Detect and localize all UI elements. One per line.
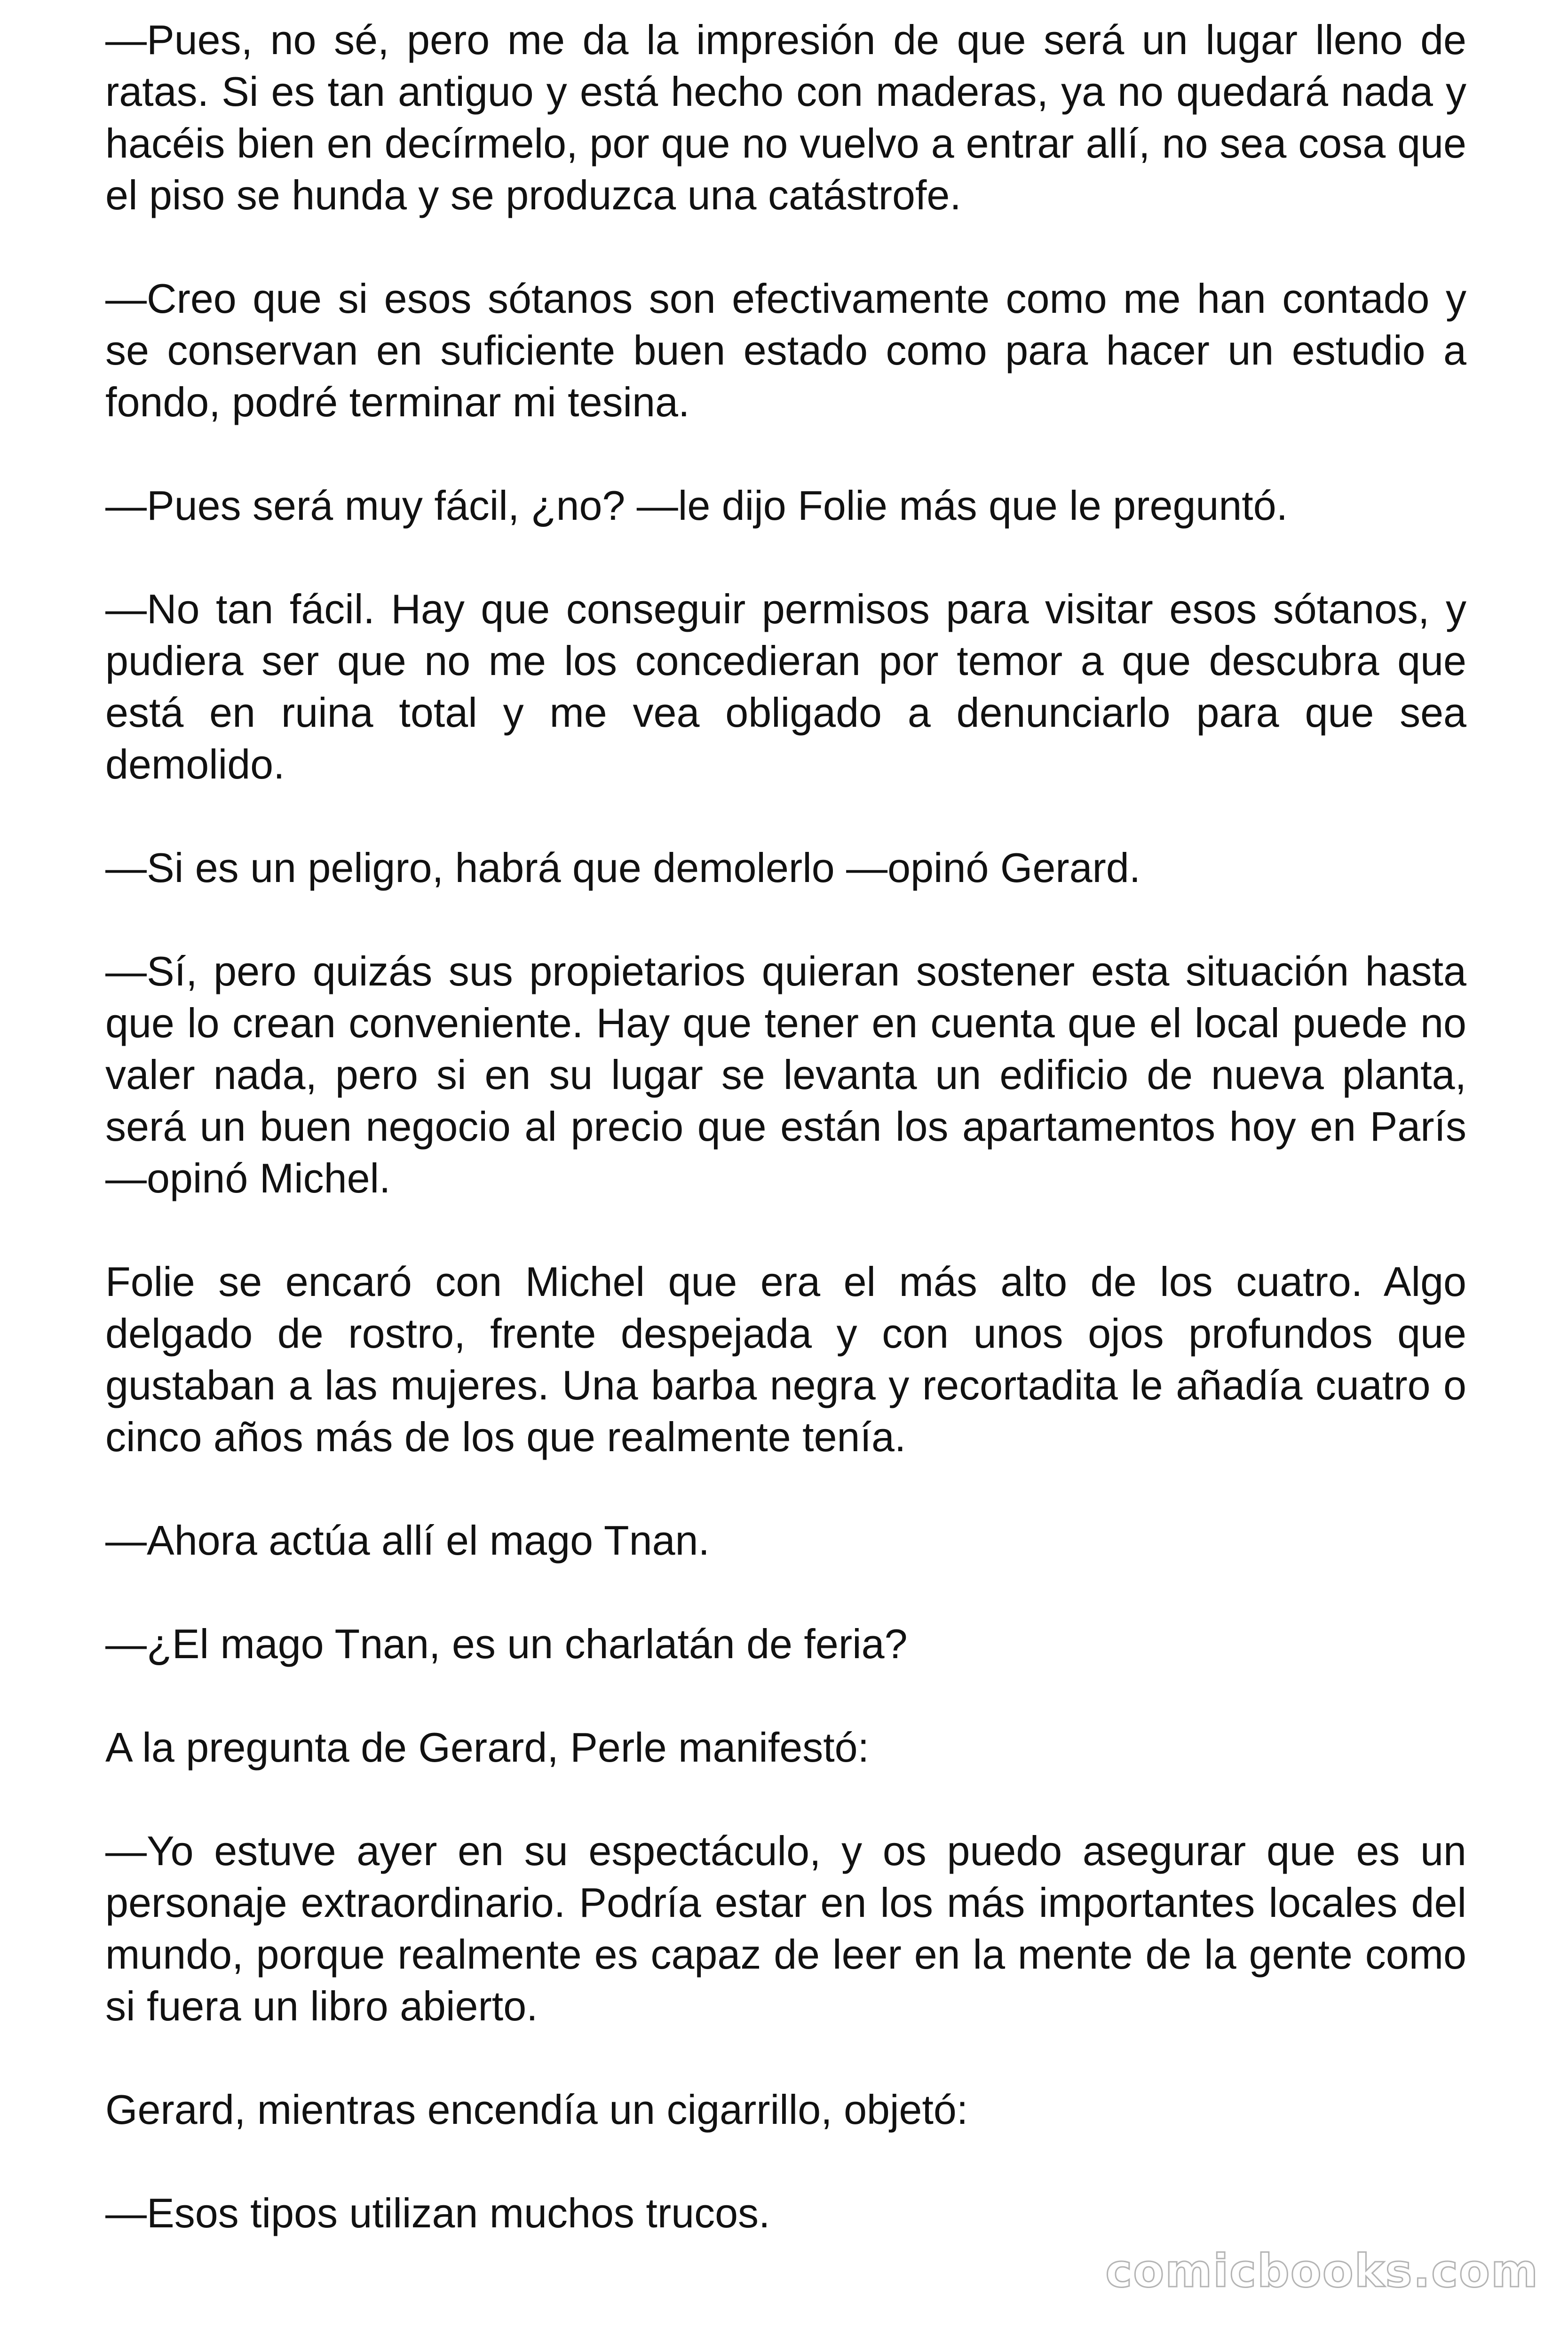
- paragraph-5: —Si es un peligro, habrá que demolerlo —opinó Gerard.: [105, 844, 1141, 891]
- paragraph-1: —Pues, no sé, pero me da la impresión de que será un lugar lleno de ratas. Si es tan antiguo y está hecho con maderas, ya no quedará nada y hacéis bien en decírmelo, por que no vuelvo a entrar allí, no sea cosa que el piso se hunda y se produzca una catástrofe.: [105, 16, 1466, 218]
- watermark: comicbooks.com: [1105, 2245, 1539, 2297]
- paragraph-13: —Esos tipos utilizan muchos trucos.: [105, 2190, 770, 2236]
- paragraph-10: A la pregunta de Gerard, Perle manifestó:: [105, 1724, 870, 1771]
- paragraph-6: —Sí, pero quizás sus propietarios quieran sostener esta situación hasta que lo crean conveniente. Hay que tener en cuenta que el local puede no valer nada, pero si en su lugar se levanta un edificio de nueva planta, será un buen negocio al precio que están los apartamentos hoy en París —opinó Michel.: [105, 948, 1466, 1201]
- paragraph-4: —No tan fácil. Hay que conseguir permisos para visitar esos sótanos, y pudiera ser que no me los concedieran por temor a que descubra que está en ruina total y me vea obligado a denunciarlo para que sea demolido.: [105, 586, 1466, 787]
- paragraph-11: —Yo estuve ayer en su espectáculo, y os puedo asegurar que es un personaje extraordinario. Podría estar en los más importantes locales del mundo, porque realmente es capaz de leer en la mente de la gente como si fuera un libro abierto.: [105, 1828, 1466, 2029]
- document-page: [105, 14, 1466, 2291]
- paragraph-7: Folie se encaró con Michel que era el más alto de los cuatro. Algo delgado de rostro, frente despejada y con unos ojos profundos que gustaban a las mujeres. Una barba negra y recortadita le añadía cuatro o cinco años más de los que realmente tenía.: [105, 1258, 1466, 1460]
- paragraph-2: —Creo que si esos sótanos son efectivamente como me han contado y se conservan en suficiente buen estado como para hacer un estudio a fondo, podré terminar mi tesina.: [105, 275, 1466, 425]
- paragraph-8: —Ahora actúa allí el mago Tnan.: [105, 1517, 710, 1564]
- paragraph-12: Gerard, mientras encendía un cigarrillo, objetó:: [105, 2086, 968, 2133]
- paragraph-9: —¿El mago Tnan, es un charlatán de feria?: [105, 1621, 908, 1667]
- paragraph-3: —Pues será muy fácil, ¿no? —le dijo Folie más que le preguntó.: [105, 482, 1288, 529]
